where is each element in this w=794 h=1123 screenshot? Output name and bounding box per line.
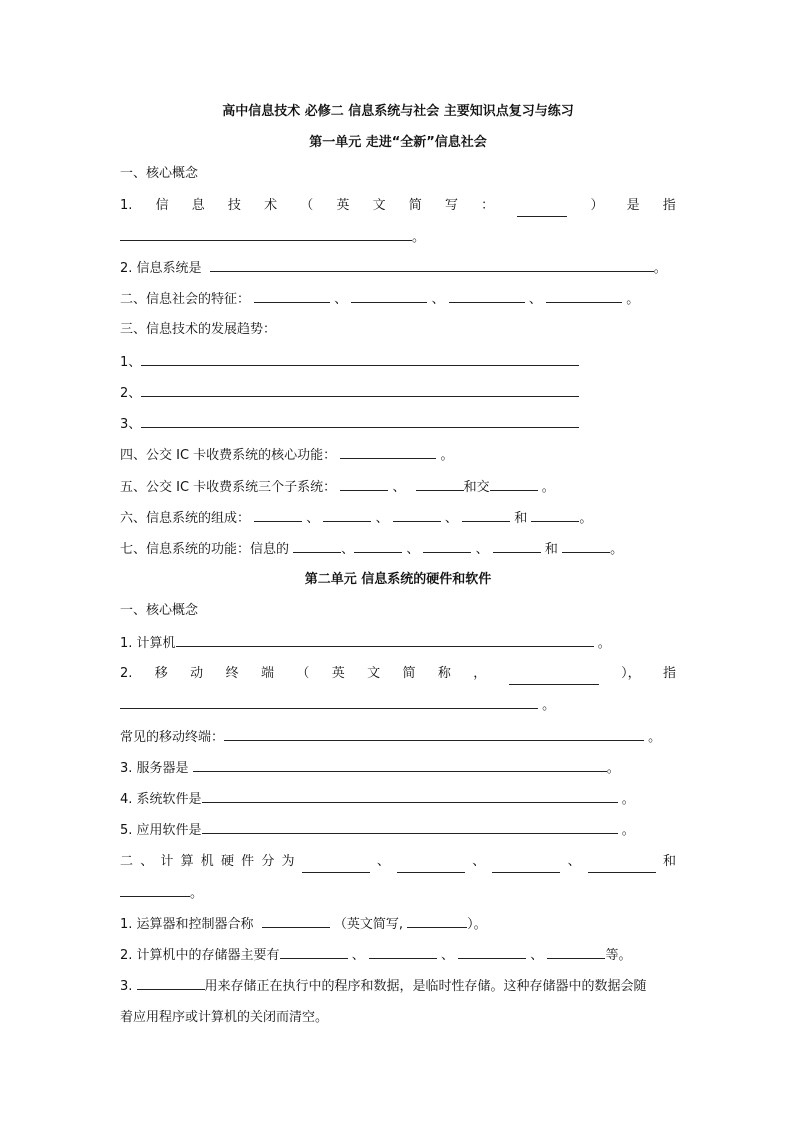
unit2-question-2 (120, 663, 676, 685)
unit2-heading-hardware-line2 (120, 882, 676, 904)
q2-char: 简 (402, 666, 416, 681)
close-paren: ）。 (467, 917, 487, 932)
q2-label: 2. 信息系统是 (120, 261, 202, 276)
unit2-heading-core-concepts: 一、核心概念 (120, 603, 199, 618)
unit2-sub-1 (120, 913, 676, 935)
answer-blank[interactable] (493, 538, 541, 553)
answer-blank[interactable] (393, 507, 441, 522)
unit2-title: 第二单元 信息系统的硬件和软件 (304, 572, 492, 587)
server-label: 3. 服务器是 (120, 761, 189, 776)
separator: 、 (341, 542, 355, 557)
separator: 、 (440, 948, 454, 963)
trend-item-1 (120, 351, 676, 373)
answer-blank[interactable] (120, 226, 412, 241)
answer-blank[interactable] (262, 913, 330, 928)
unit1-heading-ic-core (120, 444, 676, 466)
q1-char: 信 (155, 198, 169, 213)
q1-char: 术 (264, 198, 278, 213)
answer-blank[interactable] (254, 288, 330, 303)
etc-label: 等。 (605, 948, 632, 963)
separator: 、 (475, 542, 489, 557)
period: 。 (440, 448, 454, 463)
separator: 、 (334, 292, 348, 307)
separator: 、 (567, 854, 581, 869)
unit2-sub-3-line2: 着应用程序或计算机的关闭而清空。 (120, 1010, 329, 1025)
unit1-heading-composition (120, 507, 676, 529)
period: 。 (542, 698, 556, 713)
memory-description: 用来存储正在执行中的程序和数据，是临时性存储。这种存储器中的数据会随 (204, 979, 647, 994)
q1-char: 息 (191, 198, 205, 213)
item-number: 3. (120, 979, 133, 994)
unit1-heading-features (120, 288, 676, 310)
q2-char: 端 (260, 666, 274, 681)
cpu-label: 1. 运算器和控制器合称 (120, 917, 254, 932)
q2-char: 文 (367, 666, 381, 681)
separator: 、 (376, 854, 390, 869)
answer-blank[interactable] (458, 944, 526, 959)
separator: 、 (375, 511, 389, 526)
answer-blank[interactable] (354, 538, 402, 553)
answer-blank[interactable] (340, 444, 436, 459)
separator: 、 (530, 948, 544, 963)
period: 。 (653, 261, 667, 276)
q2-char: 英 (331, 666, 345, 681)
period: 。 (621, 792, 635, 807)
q1-char: 技 (227, 198, 241, 213)
unit2-question-1 (120, 632, 676, 654)
period: 。 (610, 542, 624, 557)
item-number: 2、 (120, 386, 142, 401)
unit1-heading-trends: 三、信息技术的发展趋势： (120, 322, 277, 337)
heading-char: 、 (140, 854, 154, 869)
common-mobile-label: 常见的移动终端： (120, 730, 225, 745)
answer-blank[interactable] (323, 507, 371, 522)
answer-blank[interactable] (449, 288, 525, 303)
separator: 、 (528, 292, 542, 307)
and-label: 和 (514, 511, 528, 526)
answer-blank[interactable] (546, 288, 622, 303)
period: 。 (579, 511, 593, 526)
unit2-common-mobile (120, 726, 676, 748)
answer-blank[interactable] (462, 507, 510, 522)
answer-blank[interactable] (202, 819, 618, 834)
period: 。 (597, 636, 611, 651)
q2-char: 指 (662, 666, 676, 681)
answer-blank[interactable] (254, 507, 302, 522)
document-title: 高中信息技术 必修二 信息系统与社会 主要知识点复习与练习 (222, 104, 574, 119)
answer-blank[interactable] (137, 975, 205, 990)
q2-char: 动 (190, 666, 204, 681)
unit1-question-1 (120, 195, 676, 217)
separator: 、 (406, 542, 420, 557)
separator: 、 (351, 948, 365, 963)
period: 。 (190, 886, 204, 901)
q1-char: 文 (372, 198, 386, 213)
q1-char: 是 (626, 198, 640, 213)
composition-label: 六、信息系统的组成： (120, 511, 251, 526)
answer-blank[interactable] (293, 538, 341, 553)
q1-char: 写 (444, 198, 458, 213)
q1-char: 简 (408, 198, 422, 213)
unit2-question-2-line2 (120, 694, 676, 716)
unit2-question-3 (120, 757, 676, 779)
heading-char: 计 (160, 854, 174, 869)
item-number: 1、 (120, 355, 142, 370)
unit1-question-2 (120, 257, 676, 279)
answer-blank[interactable] (517, 202, 567, 217)
answer-blank[interactable] (340, 476, 388, 491)
q1-char: ： (481, 198, 495, 213)
period: 。 (412, 230, 426, 245)
answer-blank[interactable] (416, 476, 464, 491)
app-software-label: 5. 应用软件是 (120, 823, 202, 838)
answer-blank[interactable] (224, 726, 644, 741)
q2-char: ， (473, 666, 487, 681)
functions-label: 七、信息系统的功能：信息的 (120, 542, 290, 557)
q1-char: （ (300, 198, 314, 213)
system-software-label: 4. 系统软件是 (120, 792, 202, 807)
answer-blank[interactable] (202, 788, 618, 803)
separator: 、 (431, 292, 445, 307)
q1-char: 英 (336, 198, 350, 213)
period: 。 (648, 730, 662, 745)
answer-blank[interactable] (547, 944, 605, 959)
answer-blank[interactable] (280, 944, 348, 959)
answer-blank[interactable] (531, 507, 579, 522)
answer-blank[interactable] (351, 288, 427, 303)
heading-char: 机 (200, 854, 214, 869)
heading-char: 分 (261, 854, 275, 869)
storage-label: 2. 计算机中的存储器主要有 (120, 948, 280, 963)
unit2-sub-2 (120, 944, 676, 966)
q1-char: 指 (662, 198, 676, 213)
and-label: 和交 (463, 480, 490, 495)
heading-char: 算 (180, 854, 194, 869)
answer-blank[interactable] (369, 944, 437, 959)
unit2-heading-hardware (120, 851, 676, 873)
ic-core-label: 四、公交 IC 卡收费系统的核心功能： (120, 448, 337, 463)
period: 。 (541, 480, 555, 495)
answer-blank[interactable] (509, 670, 599, 685)
answer-blank[interactable] (120, 882, 190, 897)
period: 。 (606, 761, 620, 776)
separator: 、 (472, 854, 486, 869)
q2-char: 称 (437, 666, 451, 681)
separator: 、 (444, 511, 458, 526)
separator: 、 (392, 480, 406, 495)
heading-char: 为 (281, 854, 295, 869)
period: 。 (621, 823, 635, 838)
heading-char: 件 (241, 854, 255, 869)
answer-blank[interactable] (407, 913, 467, 928)
and-label: 和 (544, 542, 558, 557)
separator: 、 (306, 511, 320, 526)
q2-char: 移 (154, 666, 168, 681)
answer-blank[interactable] (141, 351, 579, 366)
unit2-question-4 (120, 788, 676, 810)
answer-blank[interactable] (141, 413, 579, 428)
answer-blank[interactable] (562, 538, 610, 553)
answer-blank[interactable] (176, 632, 594, 647)
answer-blank[interactable] (423, 538, 471, 553)
ic-subsystems-label: 五、公交 IC 卡收费系统三个子系统： (120, 480, 337, 495)
answer-blank[interactable] (490, 476, 538, 491)
q2-char: （ (296, 666, 310, 681)
answer-blank[interactable] (397, 858, 465, 873)
item-number: 3、 (120, 417, 142, 432)
answer-blank[interactable] (492, 858, 560, 873)
trend-item-2 (120, 382, 676, 404)
heading-char: 二 (120, 854, 134, 869)
answer-blank[interactable] (588, 858, 656, 873)
q1-char: ） (590, 198, 604, 213)
answer-blank[interactable] (141, 382, 579, 397)
unit1-heading-functions (120, 538, 676, 560)
unit1-title: 第一单元 走进“全新”信息社会 (309, 135, 487, 150)
q2-char: ）， (621, 666, 641, 681)
and-label: 和 (662, 854, 676, 869)
unit2-question-5 (120, 819, 676, 841)
answer-blank[interactable] (302, 858, 370, 873)
features-label: 二、信息社会的特征： (120, 292, 251, 307)
unit1-heading-core-concepts: 一、核心概念 (120, 166, 199, 181)
computer-label: 1. 计算机 (120, 636, 176, 651)
answer-blank[interactable] (120, 694, 538, 709)
heading-char: 硬 (220, 854, 234, 869)
period: 。 (626, 292, 640, 307)
q2-number: 2. (120, 666, 133, 681)
q2-char: 终 (225, 666, 239, 681)
trend-item-3 (120, 413, 676, 435)
unit2-sub-3 (120, 975, 676, 997)
unit1-question-1-line2 (120, 226, 676, 248)
abbr-label: （英文简写, (333, 917, 403, 932)
q1-number: 1. (120, 198, 133, 213)
unit1-heading-ic-subsystems (120, 476, 676, 498)
answer-blank[interactable] (210, 257, 654, 272)
answer-blank[interactable] (193, 757, 607, 772)
